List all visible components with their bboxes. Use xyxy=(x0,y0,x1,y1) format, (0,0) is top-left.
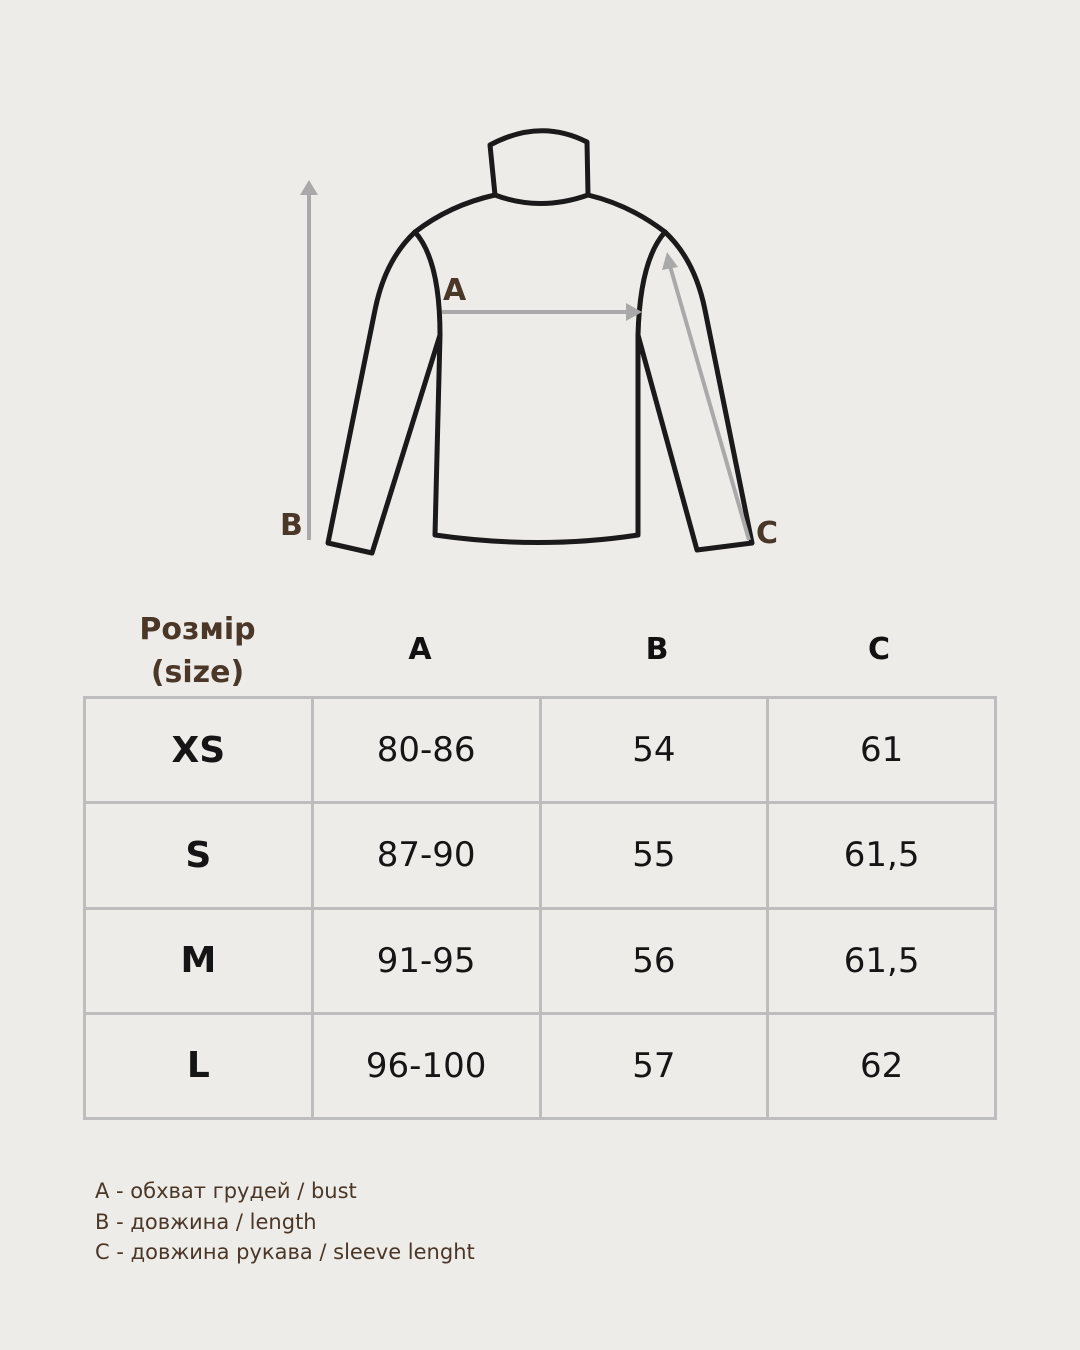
sweater-right-sleeve xyxy=(638,232,752,550)
size-cell: S xyxy=(85,803,313,908)
table-row xyxy=(85,908,996,1013)
table-row xyxy=(85,1013,996,1118)
diagram-label-a: A xyxy=(443,273,467,308)
length-arrow-head xyxy=(300,180,318,195)
column-header-a: A xyxy=(408,632,432,667)
diagram-label-c: C xyxy=(756,516,779,551)
length-cell: 54 xyxy=(540,698,768,803)
sweater-left-sleeve xyxy=(328,232,440,553)
sleeve-cell: 61,5 xyxy=(768,803,996,908)
bust-cell: 80-86 xyxy=(312,698,540,803)
sleeve-cell: 62 xyxy=(768,1013,996,1118)
legend-item-bust: A - обхват грудей / bust xyxy=(95,1179,357,1203)
bust-cell: 91-95 xyxy=(312,908,540,1013)
table-row xyxy=(85,698,996,803)
size-cell: L xyxy=(85,1013,313,1118)
length-cell: 57 xyxy=(540,1013,768,1118)
sleeve-cell: 61 xyxy=(768,698,996,803)
size-cell: M xyxy=(85,908,313,1013)
sweater-body xyxy=(435,335,638,543)
table-row xyxy=(85,803,996,908)
diagram-label-b: B xyxy=(280,508,303,543)
size-column-header xyxy=(110,608,285,694)
sleeve-cell: 61,5 xyxy=(768,908,996,1013)
measurement-legend xyxy=(95,1176,475,1268)
legend-item-length: B - довжина / length xyxy=(95,1209,317,1234)
bust-cell: 96-100 xyxy=(312,1013,540,1118)
length-cell: 55 xyxy=(540,803,768,908)
bust-cell: 87-90 xyxy=(312,803,540,908)
sweater-shoulders xyxy=(415,195,665,232)
size-header-line2: (size) xyxy=(150,655,245,690)
size-header-line1: Розмір xyxy=(139,612,256,647)
column-header-c: C xyxy=(867,632,891,667)
column-header-b: B xyxy=(645,632,669,667)
sweater-collar xyxy=(490,131,588,195)
size-table xyxy=(83,696,997,1120)
sweater-diagram xyxy=(0,0,1080,600)
length-cell: 56 xyxy=(540,908,768,1013)
sleeve-arrow-head xyxy=(662,252,678,270)
legend-item-sleeve: C - довжина рукава / sleeve lenght xyxy=(95,1240,475,1264)
size-cell: XS xyxy=(85,698,313,803)
